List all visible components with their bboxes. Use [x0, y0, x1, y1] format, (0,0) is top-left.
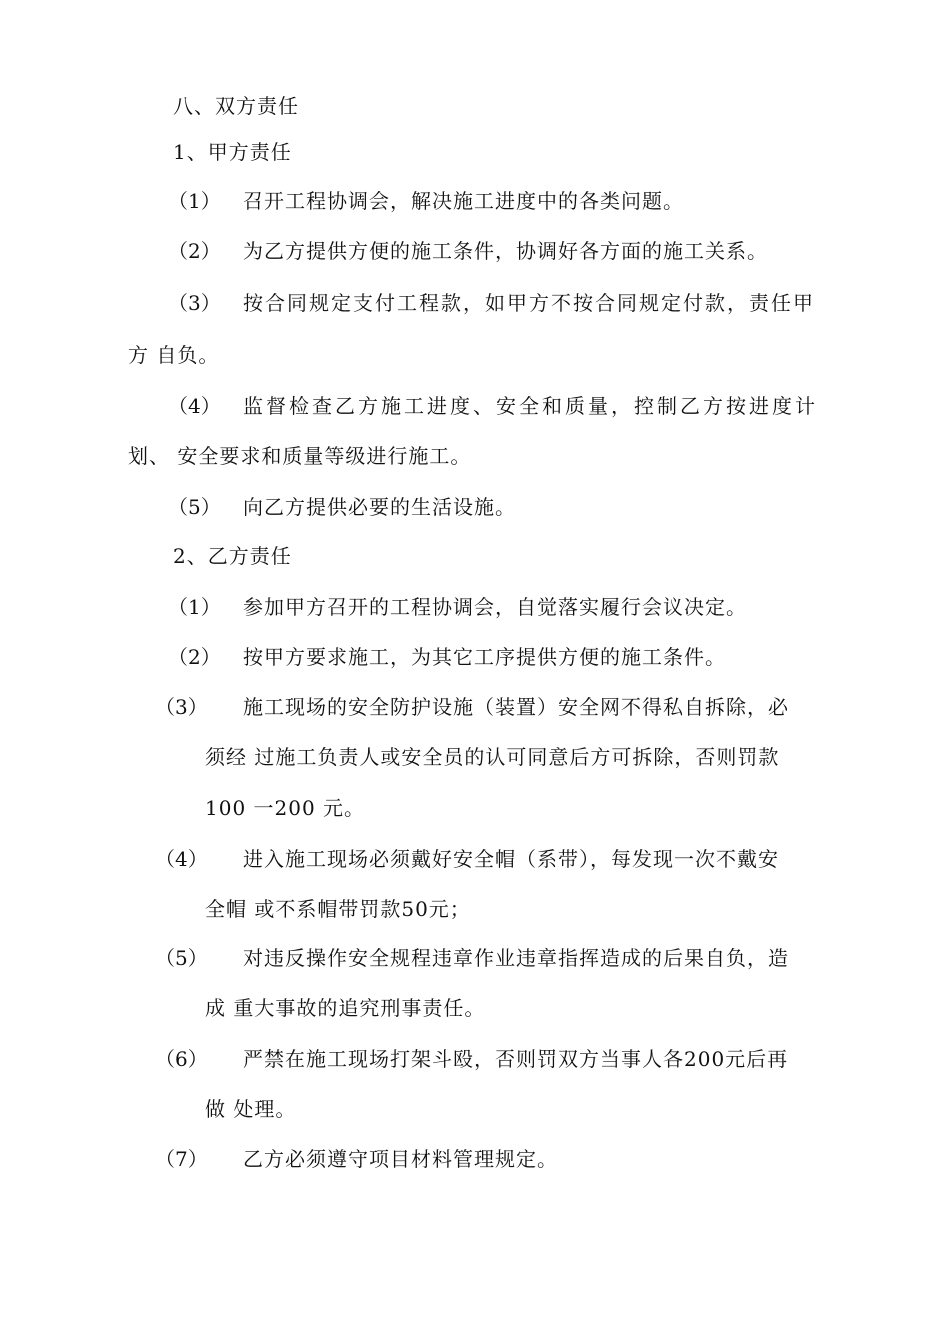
party-b-item-7-text: 乙方必须遵守项目材料管理规定。 — [243, 1147, 558, 1171]
party-b-item-6-continuation: 做 处理。 — [205, 1097, 297, 1121]
party-b-item-3-text: 施工现场的安全防护设施（装置）安全网不得私自拆除，必 — [243, 695, 789, 719]
party-a-item-1-text: 召开工程协调会，解决施工进度中的各类问题。 — [243, 189, 684, 213]
party-b-item-3-continuation: 须经 过施工负责人或安全员的认可同意后方可拆除，否则罚款 — [205, 745, 780, 769]
party-b-heading: 2、乙方责任 — [173, 544, 292, 568]
party-b-item-5-text: 对违反操作安全规程违章作业违章指挥造成的后果自负，造 — [243, 946, 789, 970]
party-b-item-4-continuation: 全帽 或不系帽带罚款50元； — [205, 897, 471, 921]
party-b-item-1-text: 参加甲方召开的工程协调会，自觉落实履行会议决定。 — [243, 595, 747, 619]
party-a-item-3-number: （3） — [168, 291, 221, 315]
party-b-item-5-number: （5） — [155, 946, 208, 970]
party-b-item-2-text: 按甲方要求施工，为其它工序提供方便的施工条件。 — [243, 645, 726, 669]
party-a-item-5-number: （5） — [168, 495, 221, 519]
party-b-item-1-number: （1） — [168, 595, 221, 619]
party-a-item-3-text: 按合同规定支付工程款，如甲方不按合同规定付款，责任甲 — [243, 291, 815, 315]
party-a-item-1-number: （1） — [168, 189, 221, 213]
party-b-item-6-text: 严禁在施工现场打架斗殴，否则罚双方当事人各200元后再 — [243, 1047, 789, 1071]
section-heading: 八、双方责任 — [173, 94, 299, 118]
party-b-item-4-number: （4） — [155, 847, 208, 871]
party-a-item-4-number: （4） — [168, 394, 221, 418]
party-b-item-7-number: （7） — [155, 1147, 208, 1171]
party-a-item-4-continuation: 划、 安全要求和质量等级进行施工。 — [128, 444, 472, 468]
party-a-item-3-continuation: 方 自负。 — [128, 343, 220, 367]
party-a-item-4-text: 监督检查乙方施工进度、安全和质量，控制乙方按进度计 — [243, 394, 818, 418]
party-b-item-3-number: （3） — [155, 695, 208, 719]
party-b-item-3-continuation-2: 100 一200 元。 — [205, 796, 366, 820]
party-b-item-6-number: （6） — [155, 1047, 208, 1071]
party-a-item-5-text: 向乙方提供必要的生活设施。 — [243, 495, 516, 519]
party-a-item-2-text: 为乙方提供方便的施工条件，协调好各方面的施工关系。 — [243, 239, 768, 263]
party-b-item-5-continuation: 成 重大事故的追究刑事责任。 — [205, 996, 486, 1020]
party-b-item-4-text: 进入施工现场必须戴好安全帽（系带），每发现一次不戴安 — [243, 847, 779, 871]
party-a-heading: 1、甲方责任 — [173, 140, 292, 164]
party-b-item-2-number: （2） — [168, 645, 221, 669]
party-a-item-2-number: （2） — [168, 239, 221, 263]
